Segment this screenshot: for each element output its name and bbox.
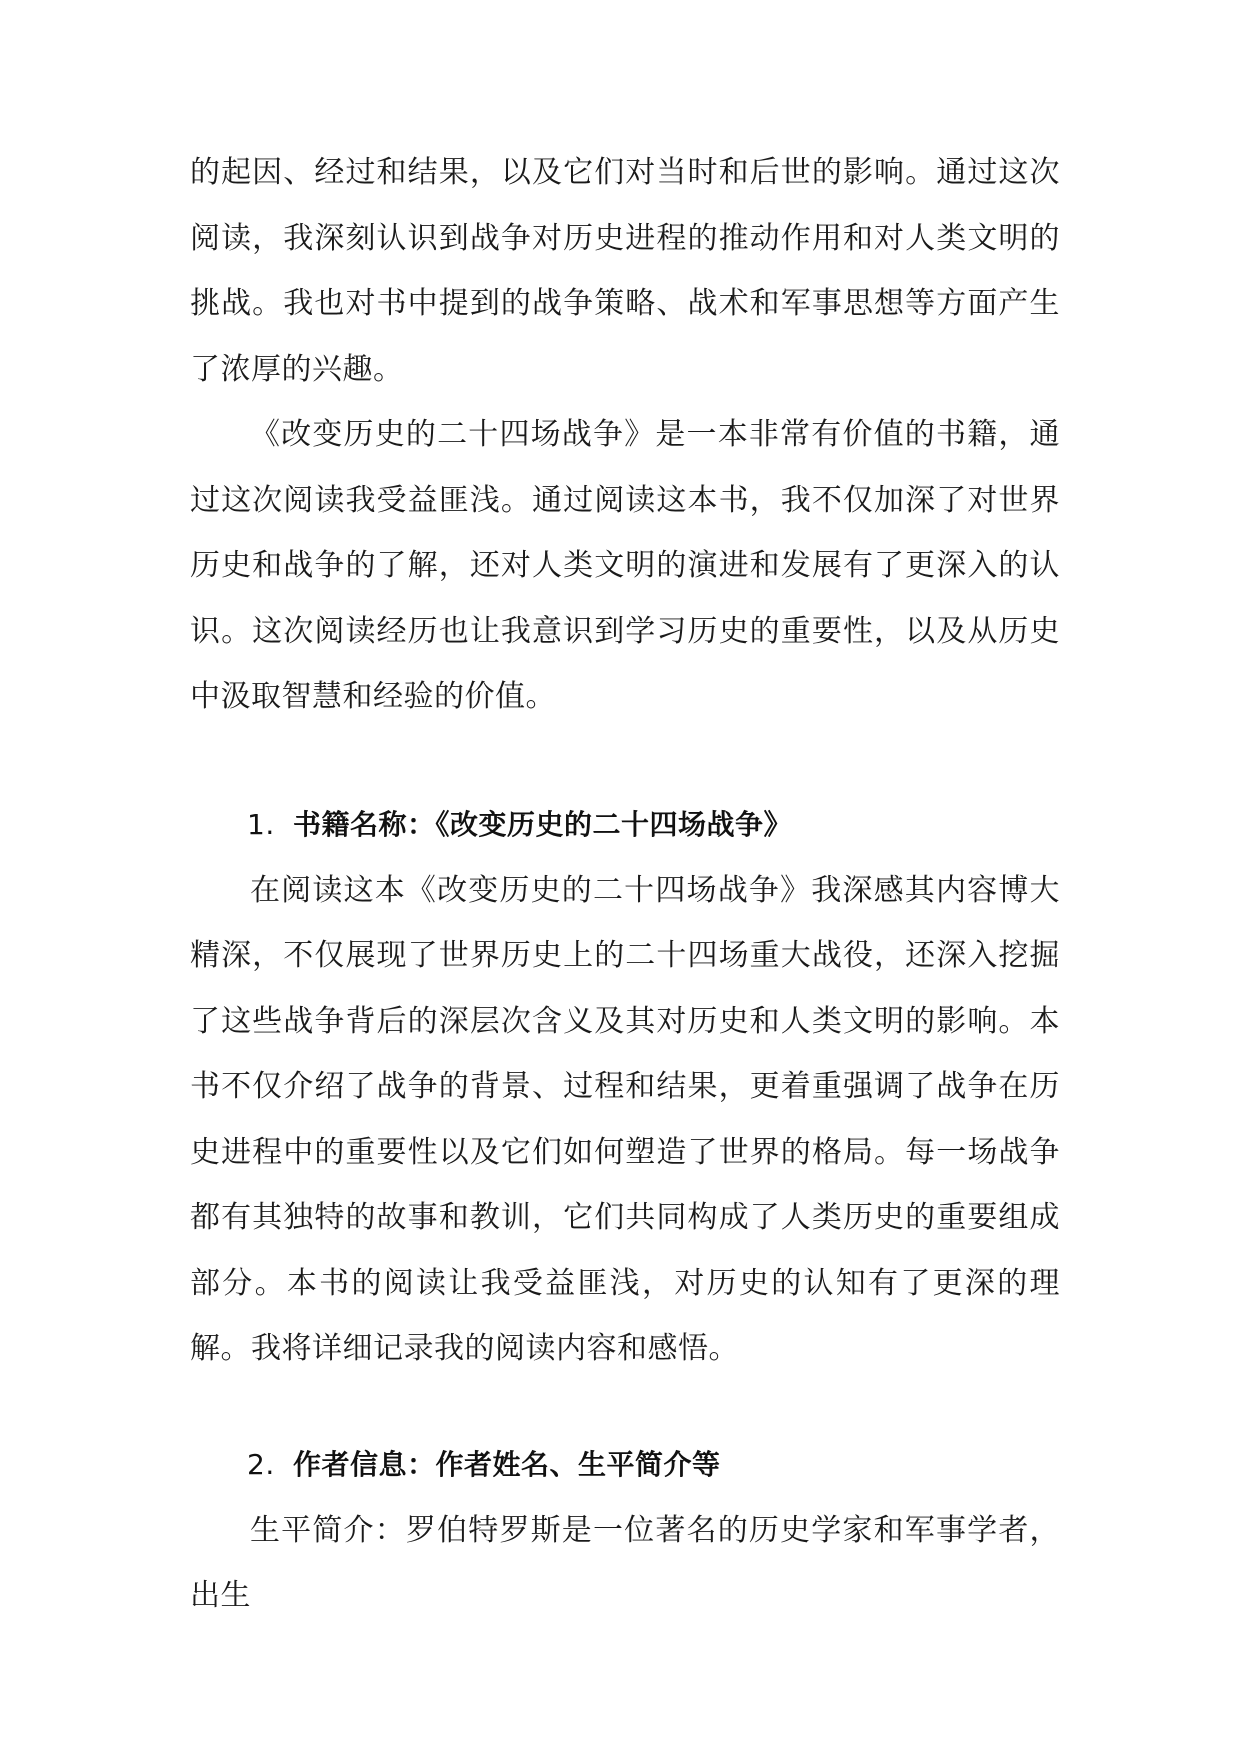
section-heading-text: 作者信息：作者姓名、生平简介等 [293, 1447, 721, 1481]
section-spacer [190, 730, 1060, 792]
paragraph-book-summary: 在阅读这本《改变历史的二十四场战争》我深感其内容博大精深，不仅展现了世界历史上的二十四场重大战役，还深入挖掘了这些战争背后的深层次含义及其对历史和人类文明的影响。本书不仅介绍了战争的背景、过程和结果，更着重强调了战争在历史进程中的重要性以及它们如何塑造了世界的格局。每一场战争都有其独特的故事和教训，它们共同构成了人类历史的重要组成部分。本书的阅读让我受益匪浅，对历史的认知有了更深的理解。我将详细记录我的阅读内容和感悟。 [190, 872, 1060, 1366]
paragraph-author-bio: 生平简介：罗伯特罗斯是一位著名的历史学家和军事学者，出生 [190, 1512, 1060, 1613]
section-heading-author-info [190, 1432, 1060, 1498]
paragraph-war-causes: 的起因、经过和结果，以及它们对当时和后世的影响。通过这次阅读，我深刻认识到战争对历史进程的推动作用和对人类文明的挑战。我也对书中提到的战争策略、战术和军事思想等方面产生了浓厚的兴趣。 [190, 155, 1060, 387]
section-number: 1. [247, 807, 275, 841]
section-heading-book-title [190, 792, 1060, 858]
section-number: 2. [247, 1447, 275, 1481]
section-heading-text: 书籍名称：《改变历史的二十四场战争》 [293, 807, 793, 841]
document-body [190, 140, 1060, 1629]
paragraph-book-value: 《改变历史的二十四场战争》是一本非常有价值的书籍，通过这次阅读我受益匪浅。通过阅读这本书，我不仅加深了对世界历史和战争的了解，还对人类文明的演进和发展有了更深入的认识。这次阅读经历也让我意识到学习历史的重要性，以及从历史中汲取智慧和经验的价值。 [190, 417, 1060, 714]
section-spacer [190, 1382, 1060, 1432]
